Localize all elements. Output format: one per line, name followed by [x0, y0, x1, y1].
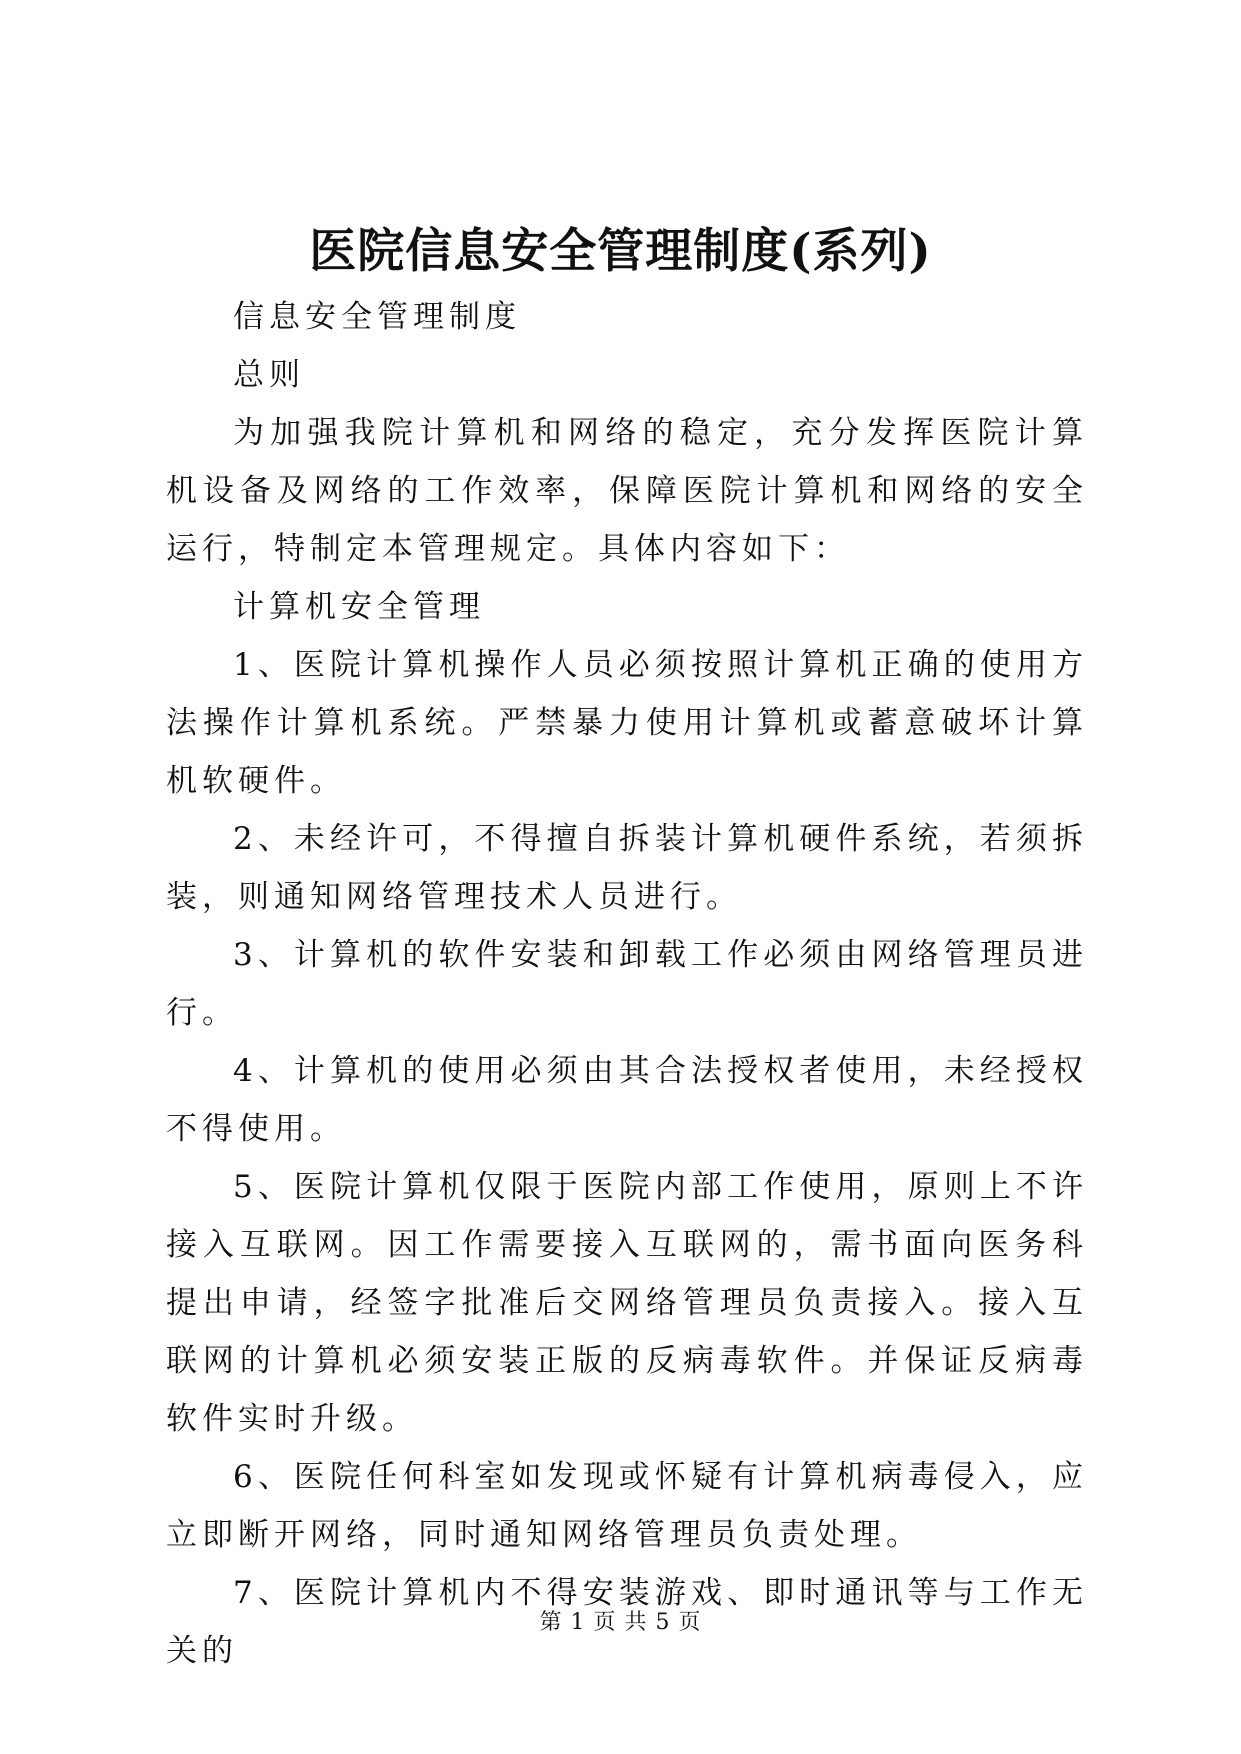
document-body [166, 288, 1088, 1680]
paragraph-item-2: 2、未经许可，不得擅自拆装计算机硬件系统，若须拆装，则通知网络管理技术人员进行。 [166, 821, 1088, 915]
page-footer: 第 1 页 共 5 页 [539, 1610, 702, 1635]
paragraph-section-heading: 计算机安全管理 [233, 589, 485, 625]
paragraph-intro: 为加强我院计算机和网络的稳定，充分发挥医院计算机设备及网络的工作效率，保障医院计算机和网络的安全运行，特制定本管理规定。具体内容如下： [166, 415, 1088, 567]
paragraph-item-4: 4、计算机的使用必须由其合法授权者使用，未经授权不得使用。 [166, 1053, 1088, 1147]
paragraph-item-3: 3、计算机的软件安装和卸载工作必须由网络管理员进行。 [166, 937, 1088, 1031]
paragraph-item-7: 7、医院计算机内不得安装游戏、即时通讯等与工作无关的 [166, 1575, 1088, 1669]
paragraph-item-5: 5、医院计算机仅限于医院内部工作使用，原则上不许接入互联网。因工作需要接入互联网的，需书面向医务科提出申请，经签字批准后交网络管理员负责接入。接入互联网的计算机必须安装正版的反病毒软件。并保证反病毒软件实时升级。 [166, 1169, 1088, 1437]
paragraph-item-6: 6、医院任何科室如发现或怀疑有计算机病毒侵入，应立即断开网络，同时通知网络管理员负责处理。 [166, 1459, 1088, 1553]
paragraph-general-heading: 总则 [233, 357, 305, 393]
paragraph-subtitle: 信息安全管理制度 [233, 299, 521, 335]
paragraph-item-1: 1、医院计算机操作人员必须按照计算机正确的使用方法操作计算机系统。严禁暴力使用计算机或蓄意破坏计算机软硬件。 [166, 647, 1088, 799]
document-title: 医院信息安全管理制度(系列) [309, 224, 932, 279]
